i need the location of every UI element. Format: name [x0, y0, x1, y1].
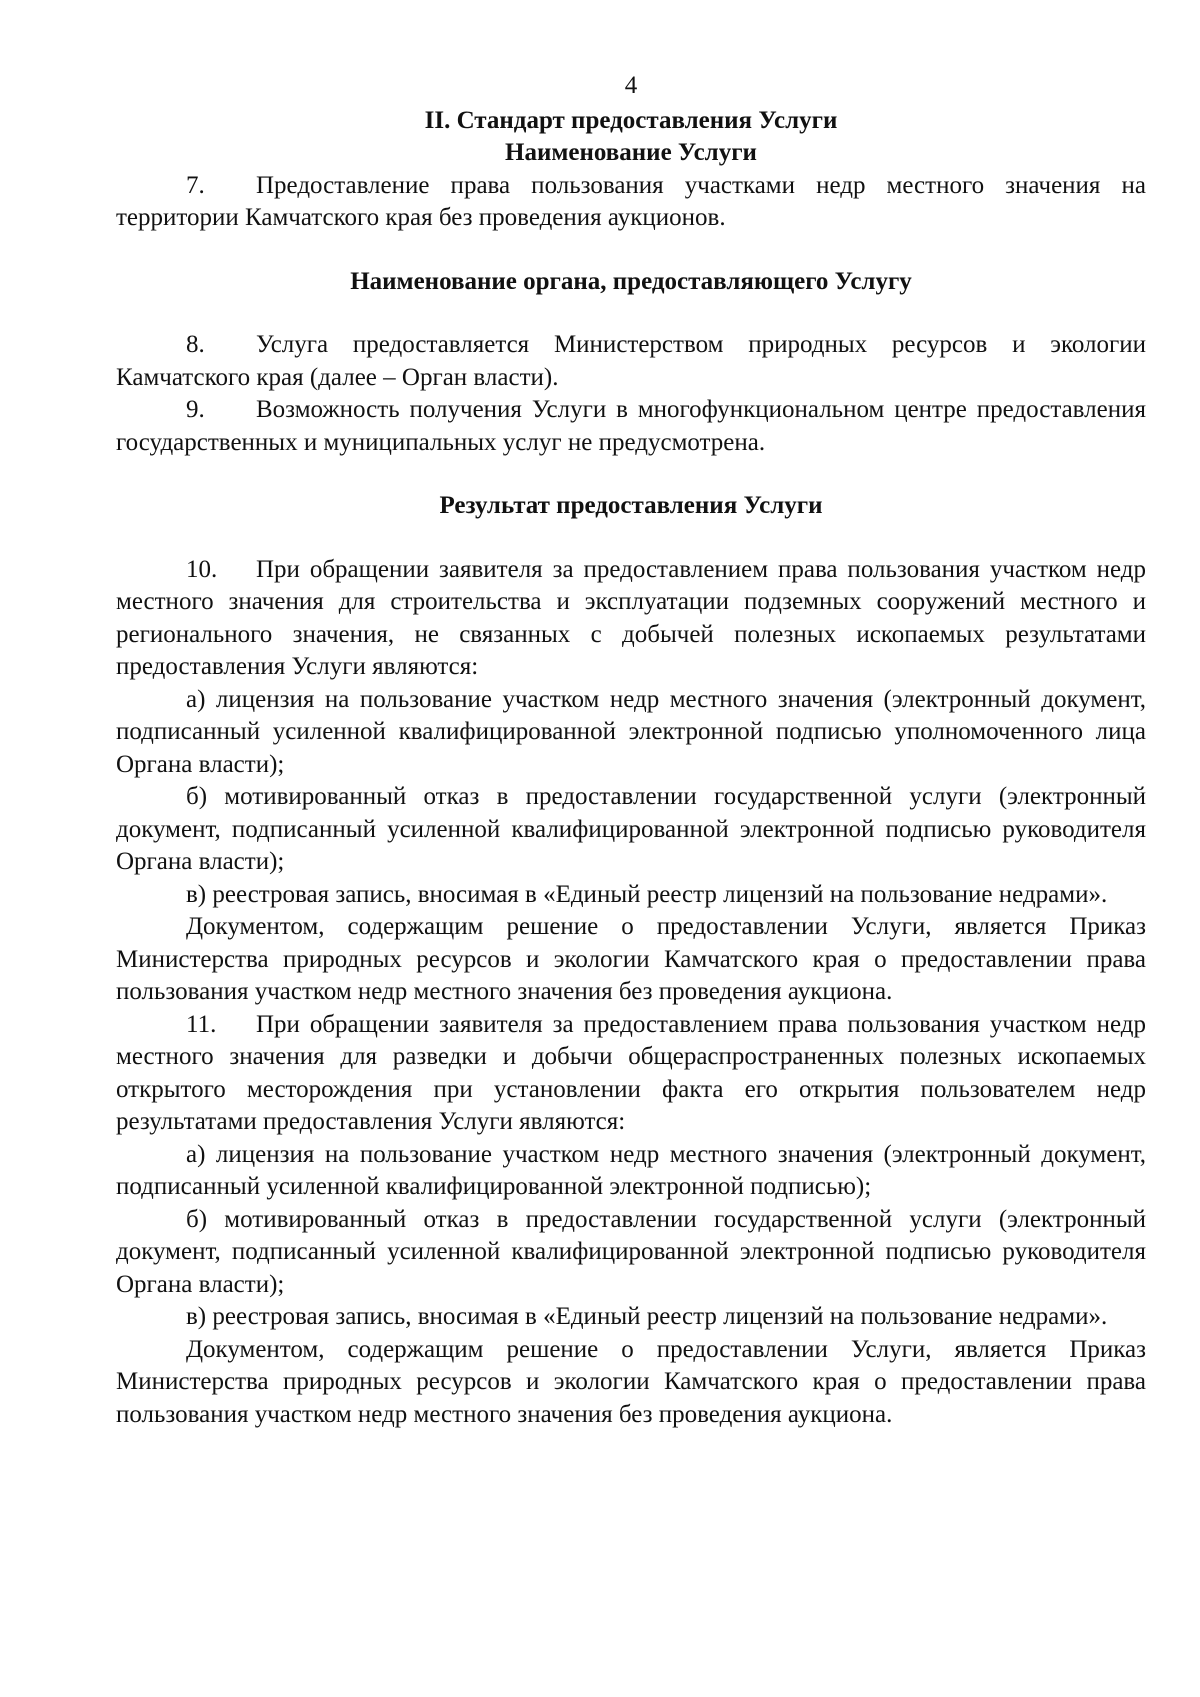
- decision-document-paragraph: Документом, содержащим решение о предоставлении Услуги, является Приказ Министерства природных ресурсов и экологии Камчатского края о предоставлении права пользования участком недр местного значения без проведения аукциона.: [116, 913, 1146, 1005]
- section-title: II. Стандарт предоставления Услуги: [424, 106, 838, 134]
- list-item-b: б) мотивированный отказ в предоставлении государственной услуги (электронный документ, подписанный усиленной квалифицированной электронной подписью руководителя Органа власти);: [116, 1205, 1146, 1298]
- list-item-b: б) мотивированный отказ в предоставлении государственной услуги (электронный документ, подписанный усиленной квалифицированной электронной подписью руководителя Органа власти);: [116, 783, 1146, 875]
- paragraph-8: [116, 329, 1146, 394]
- document-page: [116, 70, 1146, 1431]
- list-item-v: в) реестровая запись, вносимая в «Единый реестр лицензий на пользование недрами».: [186, 1303, 1108, 1330]
- paragraph-number: 7.: [186, 171, 205, 199]
- decision-document-paragraph: Документом, содержащим решение о предоставлении Услуги, является Приказ Министерства природных ресурсов и экологии Камчатского края о предоставлении права пользования участком недр местного значения без проведения аукциона.: [116, 1335, 1146, 1428]
- section-subtitle: Наименование Услуги: [505, 139, 757, 166]
- paragraph-number: 10.: [186, 555, 218, 583]
- paragraph-text: Предоставление права пользования участками недр местного значения на территории Камчатского края без проведения аукционов.: [116, 171, 1146, 231]
- list-item-v: в) реестровая запись, вносимая в «Единый реестр лицензий на пользование недрами».: [186, 880, 1108, 908]
- paragraph-11: [116, 1009, 1146, 1139]
- paragraph-7: [116, 170, 1146, 235]
- heading-result: Результат предоставления Услуги: [439, 492, 823, 519]
- paragraph-number: 11.: [186, 1010, 217, 1038]
- heading-organ: Наименование органа, предоставляющего Услугу: [350, 267, 912, 295]
- paragraph-text: Услуга предоставляется Министерством природных ресурсов и экологии Камчатского края (далее – Орган власти).: [116, 331, 1146, 391]
- paragraph-text: При обращении заявителя за предоставлением права пользования участком недр местного значения для разведки и добычи общераспространенных полезных ископаемых открытого месторождения при установлении факта его открытия пользователем недр результатами предоставления Услуги являются:: [116, 1010, 1146, 1135]
- paragraph-9: [116, 394, 1146, 459]
- paragraph-number: 8.: [186, 331, 205, 358]
- paragraph-text: При обращении заявителя за предоставлением права пользования участком недр местного значения для строительства и эксплуатации подземных сооружений местного и регионального значения, не связанных с добычей полезных ископаемых результатами предоставления Услуги являются:: [116, 555, 1146, 680]
- list-item-a: а) лицензия на пользование участком недр местного значения (электронный документ, подписанный усиленной квалифицированной электронной подписью уполномоченного лица Органа власти);: [116, 685, 1146, 778]
- list-item-a: а) лицензия на пользование участком недр местного значения (электронный документ, подписанный усиленной квалифицированной электронной подписью);: [116, 1140, 1146, 1200]
- paragraph-text: Возможность получения Услуги в многофункциональном центре предоставления государственных и муниципальных услуг не предусмотрена.: [116, 396, 1146, 456]
- paragraph-10: [116, 554, 1146, 684]
- page-number: 4: [624, 72, 638, 99]
- paragraph-number: 9.: [186, 396, 205, 423]
